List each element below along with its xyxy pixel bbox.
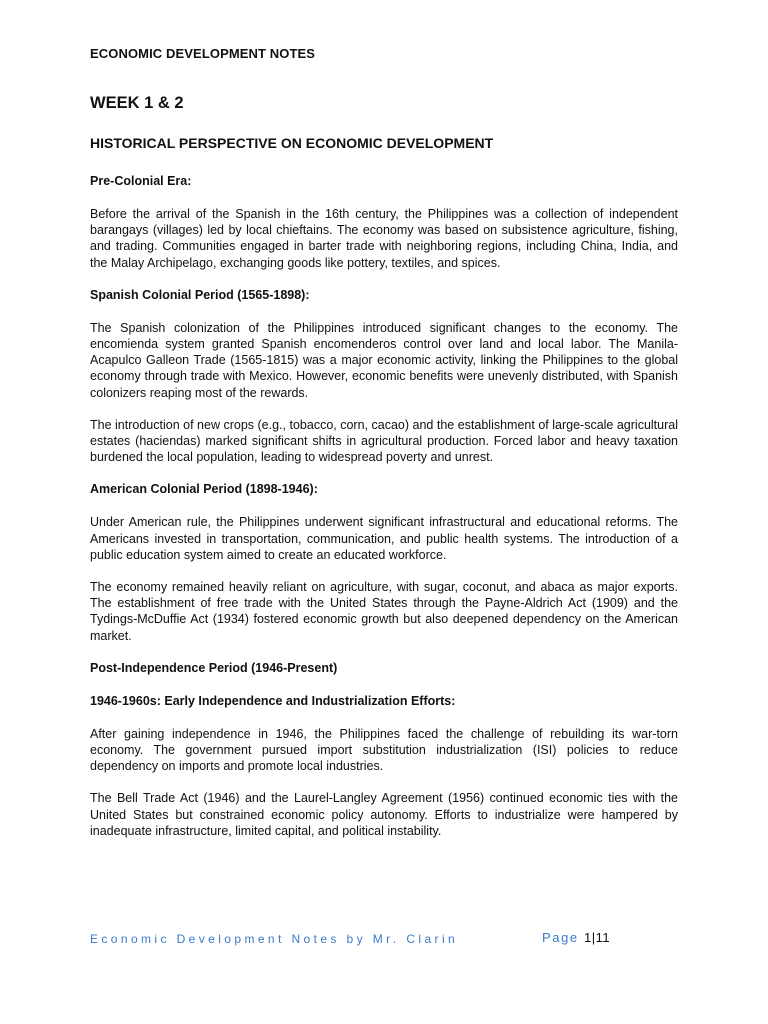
week-heading: WEEK 1 & 2: [90, 94, 184, 112]
pre-colonial-heading: Pre-Colonial Era:: [90, 174, 192, 188]
footer-page-number: [542, 930, 610, 945]
early-independence-subheading: 1946-1960s: Early Independence and Industrialization Efforts:: [90, 693, 456, 708]
american-paragraph-2: The economy remained heavily reliant on agriculture, with sugar, coconut, and abaca as major exports. The establishment of free trade with the United States through the Payne-Aldrich Act (1909) and the Tydings-McDuffie Act (1934) fostered economic growth but also deepened dependency on the American market.: [90, 580, 678, 643]
document-header: ECONOMIC DEVELOPMENT NOTES: [90, 46, 316, 61]
american-period-heading: American Colonial Period (1898-1946):: [90, 482, 318, 497]
post-independence-paragraph-1: After gaining independence in 1946, the Philippines faced the challenge of rebuilding its war-torn economy. The government pursued import substitution industrialization (ISI) policies to reduce dependency on imports and promote local industries.: [90, 726, 678, 774]
document-body: [90, 173, 678, 855]
pre-colonial-paragraph: Before the arrival of the Spanish in the 16th century, the Philippines was a collection of independent barangays (villages) led by local chieftains. The economy was based on subsistence agriculture, fishing, and trading. Communities engaged in barter trade with neighboring regions, including China, India, and the Malay Archipelago, exchanging goods like pottery, textiles, and spices.: [90, 207, 678, 270]
total-pages: 11: [595, 930, 611, 945]
page-separator: |: [591, 930, 596, 945]
footer-author-note: Economic Development Notes by Mr. Clarin: [90, 932, 459, 946]
spanish-paragraph-1: The Spanish colonization of the Philippines introduced significant changes to the economy. The encomienda system granted Spanish encomenderos control over land and local labor. The Manila-Acapulco Galleon Trade (1565-1815) was a major economic activity, linking the Philippines to the global economy through trade with Mexico. However, economic benefits were unevenly distributed, with Spanish colonizers reaping most of the rewards.: [90, 320, 678, 400]
american-paragraph-1: Under American rule, the Philippines underwent significant infrastructural and educational reforms. The Americans invested in transportation, communication, and public health systems. The introduction of a public education system aimed to create an educated workforce.: [90, 515, 678, 562]
spanish-period-heading: Spanish Colonial Period (1565-1898):: [90, 287, 310, 302]
spanish-paragraph-2: The introduction of new crops (e.g., tobacco, corn, cacao) and the establishment of large-scale agricultural estates (haciendas) marked significant shifts in agricultural production. Forced labor and heavy taxation burdened the local population, leading to widespread poverty and unrest.: [90, 417, 678, 465]
post-independence-paragraph-2: The Bell Trade Act (1946) and the Laurel-Langley Agreement (1956) continued economic ties with the United States but constrained economic policy autonomy. Efforts to industrialize were hampered by inadequate infrastructure, limited capital, and political instability.: [90, 791, 678, 838]
post-independence-heading: Post-Independence Period (1946-Present): [90, 660, 338, 675]
current-page: 1: [583, 930, 592, 945]
page-label: Page: [542, 930, 584, 945]
section-title: HISTORICAL PERSPECTIVE ON ECONOMIC DEVELOPMENT: [90, 135, 494, 151]
